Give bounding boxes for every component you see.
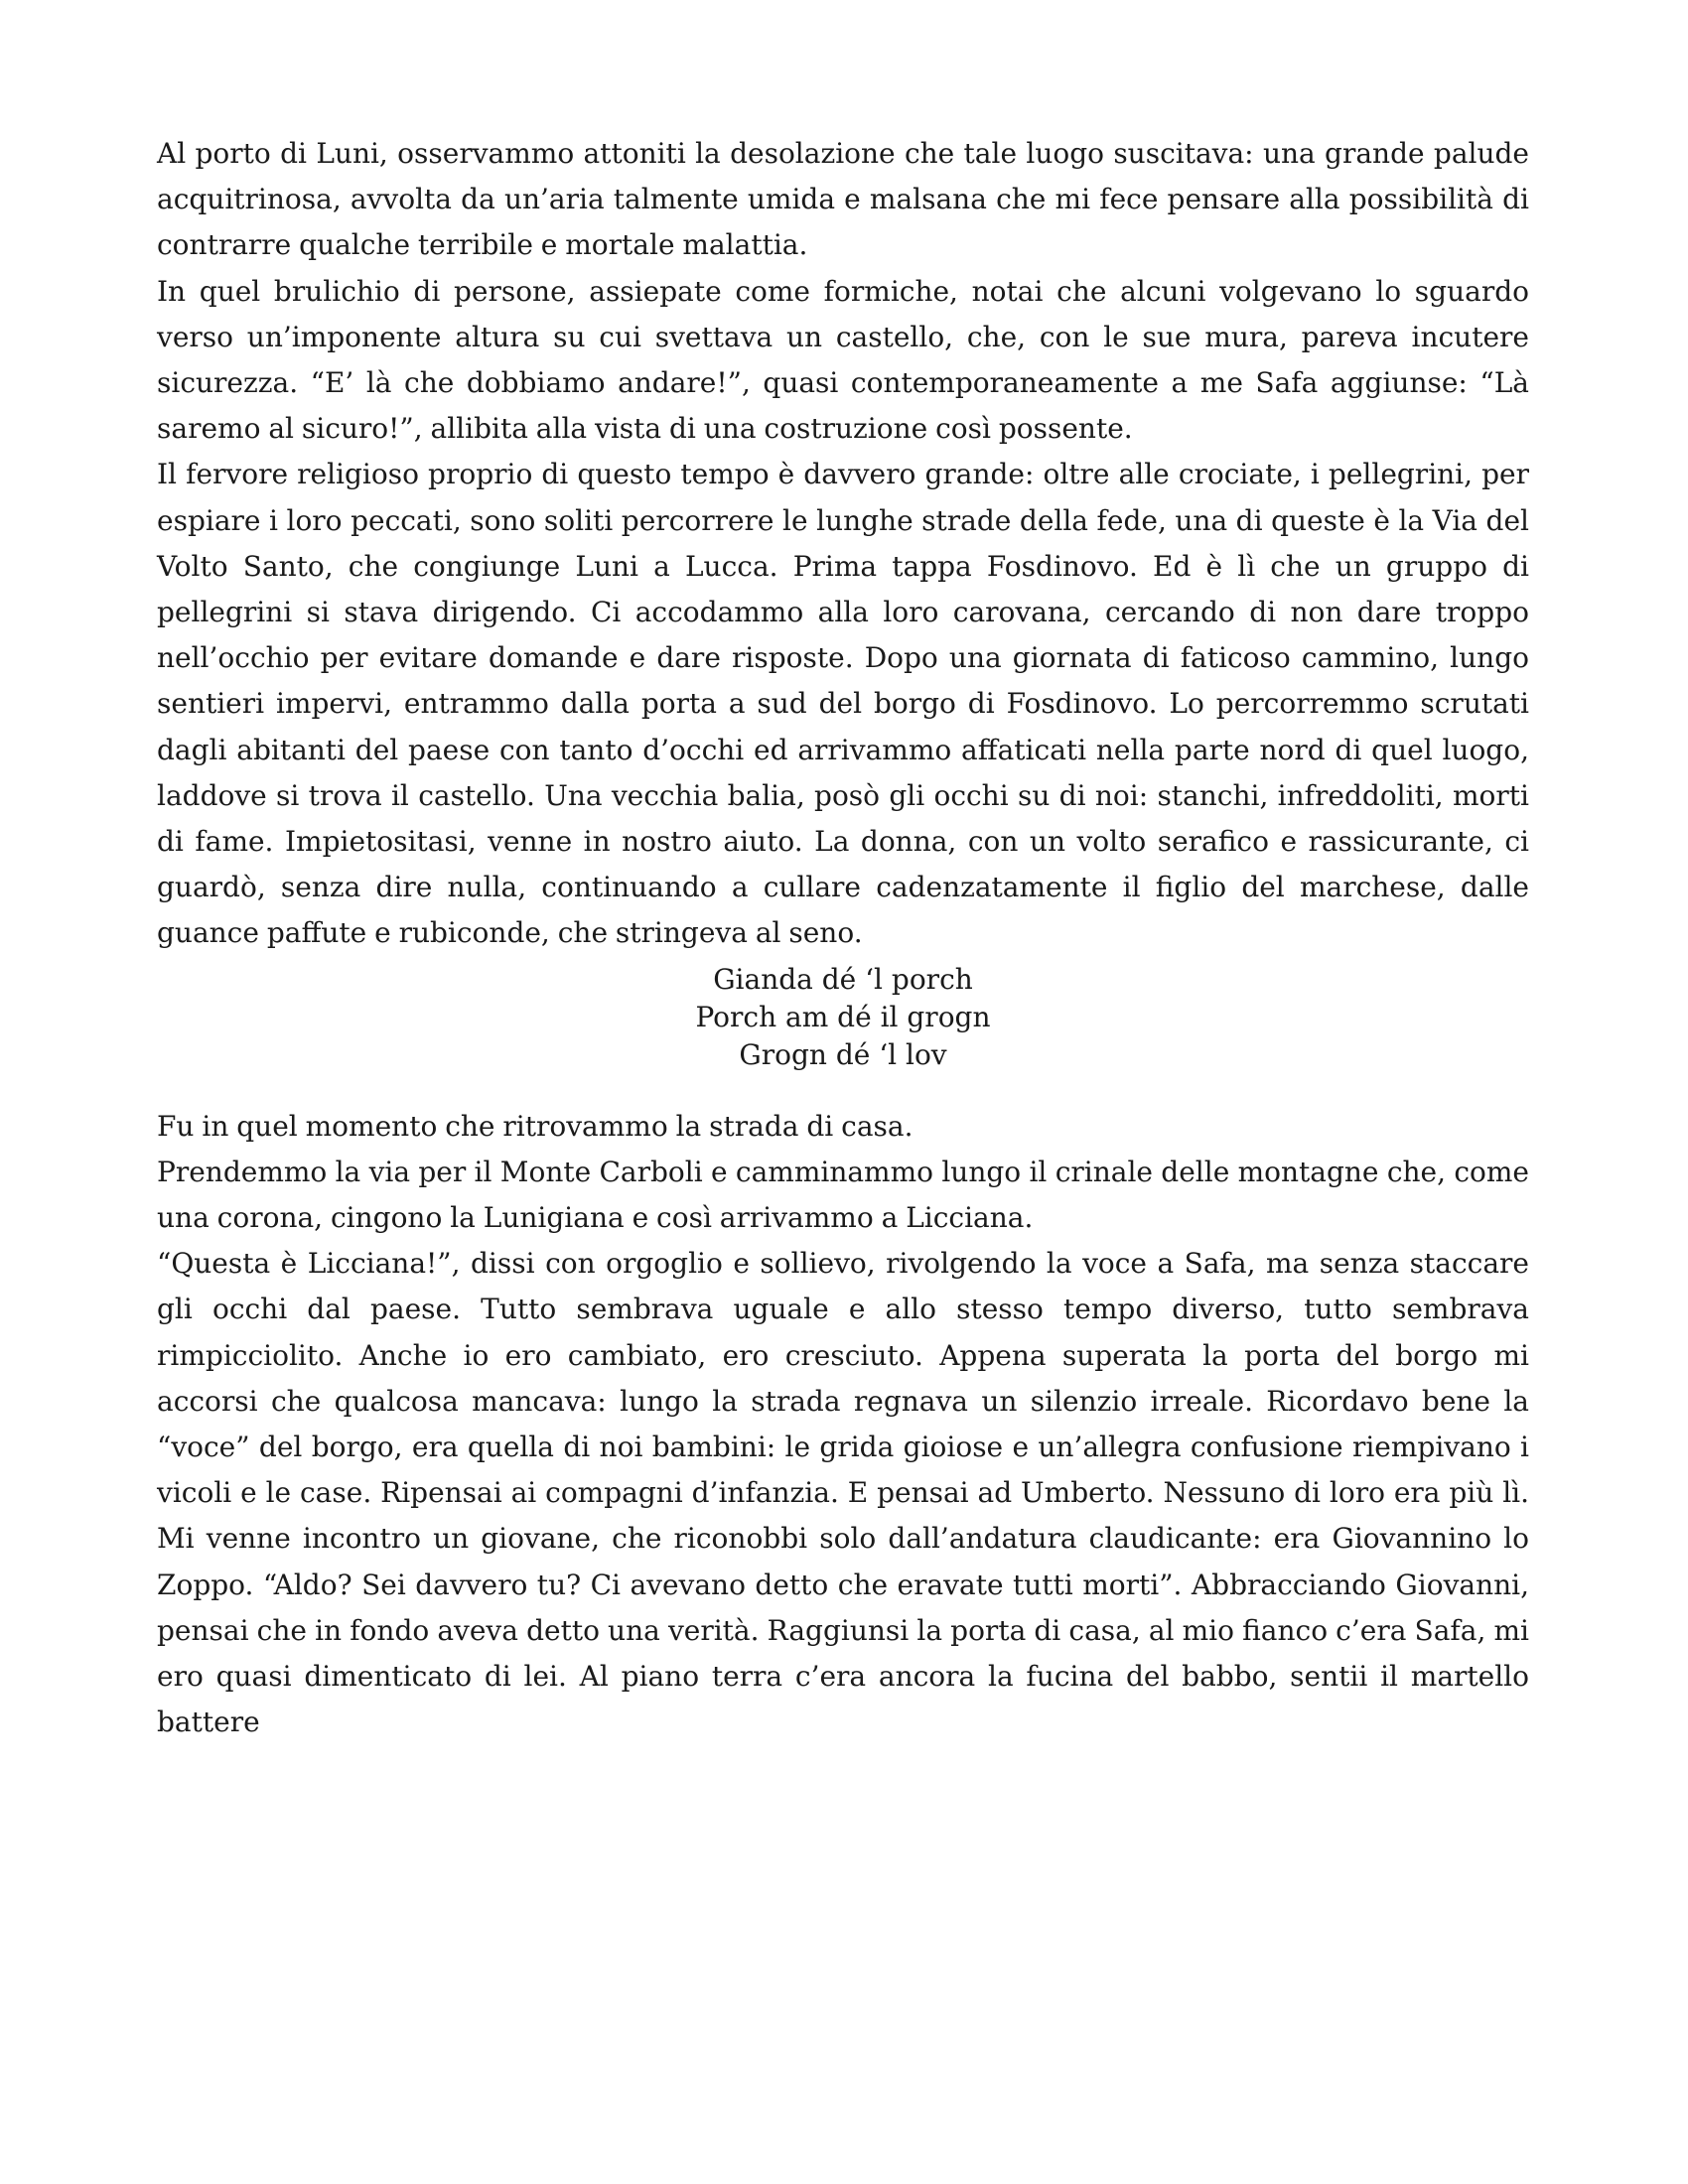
verse-line: Grogn dé ‘l lov — [739, 1037, 947, 1071]
paragraph-via-del-volto-santo: Il fervore religioso proprio di questo tempo è davvero grande: oltre alle crociate, i pellegrini, per espiare i loro peccati, sono soliti percorrere le lunghe strade della fede, una di queste è la Via del Volto Santo, che congiunge Luni a Lucca. Prima tappa Fosdinovo. Ed è lì che un gruppo di pellegrini si stava dirigendo. Ci accodammo alla loro carovana, cercando di non dare troppo nell’occhio per evitare domande e dare risposte. Dopo una giornata di faticoso cammino, lungo sentieri impervi, entrammo dalla porta a sud del borgo di Fosdinovo. Lo percorremmo scrutati dagli abitanti del paese con tanto d’occhi ed arrivammo affaticati nella parte nord di quel luogo, laddove si trova il castello. Una vecchia balia, posò gli occhi su di noi: stanchi, infreddoliti, morti di fame. Impietositasi, venne in nostro aiuto. La donna, con un volto serafico e rassicurante, ci guardò, senza dire nulla, continuando a cullare cadenzatamente il figlio del marchese, dalle guance paffute e rubiconde, che stringeva al seno. — [157, 458, 1529, 950]
verse-line: Gianda dé ‘l porch — [713, 962, 973, 996]
paragraph-castello: In quel brulichio di persone, assiepate come formiche, notai che alcuni volgevano lo sguardo verso un’imponente altura su cui svettava un castello, che, con le sue mura, pareva incutere sicurezza. “E’ là che dobbiamo andare!”, quasi contemporaneamente a me Safa aggiunse: “Là saremo al sicuro!”, allibita alla vista di una costruzione così possente. — [157, 274, 1529, 446]
document-page — [157, 131, 1529, 1746]
paragraph-strada-di-casa: Fu in quel momento che ritrovammo la strada di casa. — [157, 1109, 914, 1143]
paragraph-monte-carboli: Prendemmo la via per il Monte Carboli e camminammo lungo il crinale delle montagne che, come una corona, cingono la Lunigiana e così arrivammo a Licciana. — [157, 1155, 1529, 1235]
paragraph-porto-di-luni: Al porto di Luni, osservammo attoniti la desolazione che tale luogo suscitava: una grande palude acquitrinosa, avvolta da un’aria talmente umida e malsana che mi fece pensare alla possibilità di contrarre qualche terribile e mortale malattia. — [157, 137, 1529, 262]
verse-line: Porch am dé il grogn — [695, 1000, 991, 1033]
verse-block — [157, 961, 1529, 1074]
paragraph-licciana: “Questa è Licciana!”, dissi con orgoglio e sollievo, rivolgendo la voce a Safa, ma senza staccare gli occhi dal paese. Tutto sembrava uguale e allo stesso tempo diverso, tutto sembrava rimpicciolito. Anche io ero cambiato, ero cresciuto. Appena superata la porta del borgo mi accorsi che qualcosa mancava: lungo la strada regnava un silenzio irreale. Ricordavo bene la “voce” del borgo, era quella di noi bambini: le grida gioiose e un’allegra confusione riempivano i vicoli e le case. Ripensai ai compagni d’infanzia. E pensai ad Umberto. Nessuno di loro era più lì. Mi venne incontro un giovane, che riconobbi solo dall’andatura claudicante: era Giovannino lo Zoppo. “Aldo? Sei davvero tu? Ci avevano detto che eravate tutti morti”. Abbracciando Giovanni, pensai che in fondo aveva detto una verità. Raggiunsi la porta di casa, al mio fianco c’era Safa, mi ero quasi dimenticato di lei. Al piano terra c’era ancora la fucina del babbo, sentii il martello battere — [157, 1247, 1529, 1739]
